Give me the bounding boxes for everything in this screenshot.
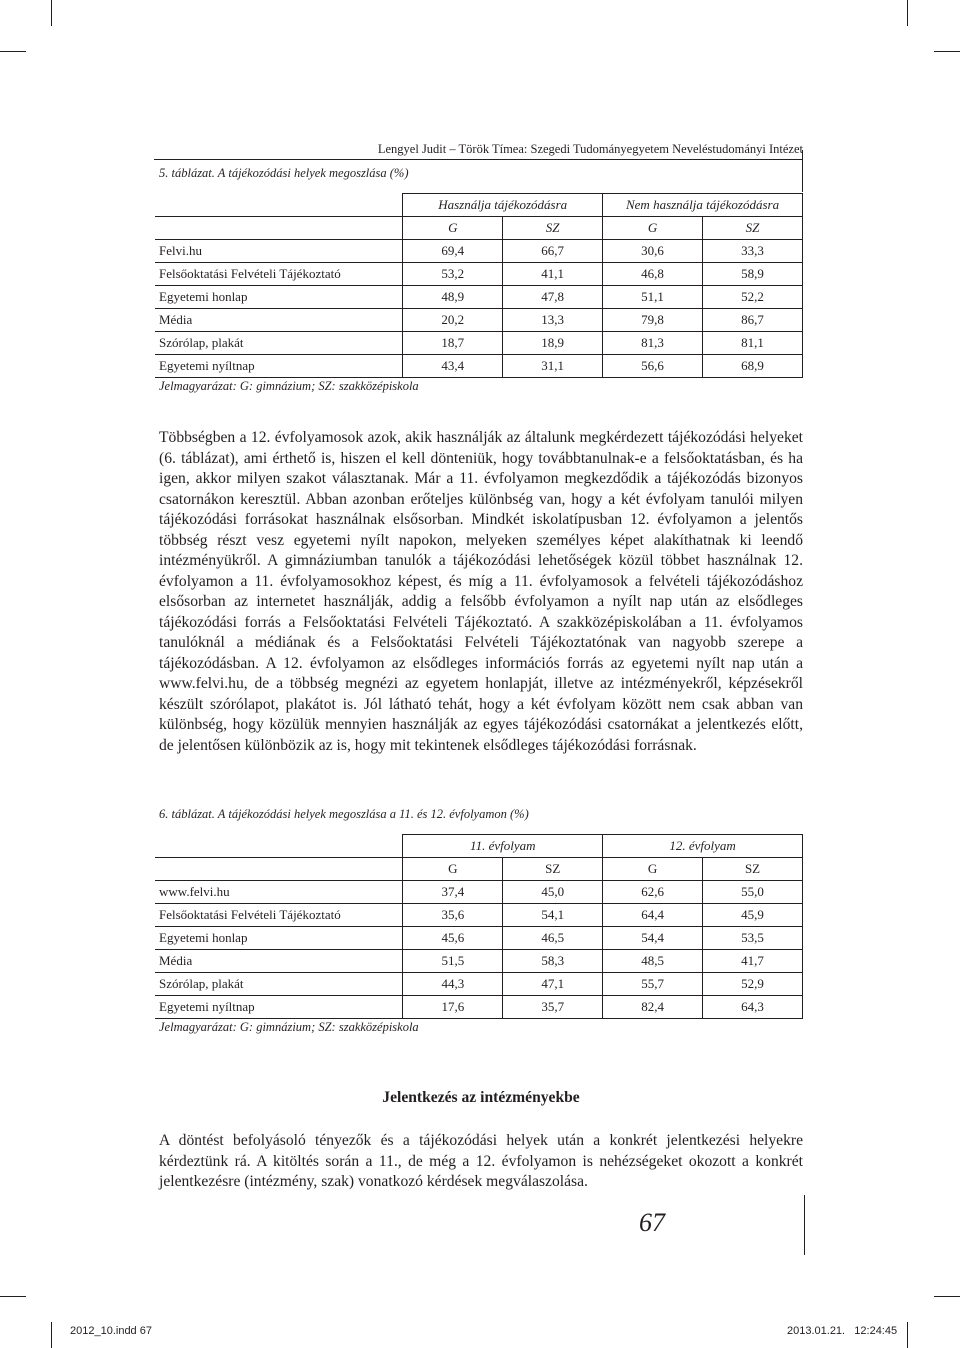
slug-filename: 2012_10.indd 67 [70, 1325, 152, 1337]
cell: 35,7 [503, 996, 603, 1019]
crop-mark [51, 1322, 52, 1348]
row-label: www.felvi.hu [155, 881, 403, 904]
section-title: Jelentkezés az intézményekbe [382, 1089, 580, 1106]
table5-corner [155, 194, 403, 217]
row-label: Egyetemi honlap [155, 927, 403, 950]
cell: 53,5 [703, 927, 803, 950]
cell: 48,5 [603, 950, 703, 973]
table-row [155, 263, 803, 286]
cell: 43,4 [403, 355, 503, 378]
cell: 86,7 [703, 309, 803, 332]
cell: 13,3 [503, 309, 603, 332]
row-label: Egyetemi honlap [155, 286, 403, 309]
cell: 81,3 [603, 332, 703, 355]
header-rule [154, 159, 803, 160]
table5-group-header: Használja tájékozódásra [403, 194, 603, 217]
cell: 47,8 [503, 286, 603, 309]
cell: 35,6 [403, 904, 503, 927]
table6-caption: 6. táblázat. A tájékozódási helyek megoszlása a 11. és 12. évfolyamon (%) [159, 807, 529, 821]
cell: 46,8 [603, 263, 703, 286]
table6-subheader: SZ [503, 858, 603, 881]
cell: 45,6 [403, 927, 503, 950]
crop-mark [51, 0, 52, 26]
crop-mark [907, 1322, 908, 1348]
table6-subheader: SZ [703, 858, 803, 881]
row-label: Felvi.hu [155, 240, 403, 263]
cell: 69,4 [403, 240, 503, 263]
table6 [155, 834, 803, 1019]
cell: 58,3 [503, 950, 603, 973]
cell: 31,1 [503, 355, 603, 378]
cell: 51,1 [603, 286, 703, 309]
cell: 54,4 [603, 927, 703, 950]
cell: 58,9 [703, 263, 803, 286]
table5-subheader: G [403, 217, 503, 240]
cell: 79,8 [603, 309, 703, 332]
cell: 66,7 [503, 240, 603, 263]
cell: 44,3 [403, 973, 503, 996]
cell: 56,6 [603, 355, 703, 378]
cell: 64,3 [703, 996, 803, 1019]
cell: 45,9 [703, 904, 803, 927]
cell: 45,0 [503, 881, 603, 904]
table-row [155, 973, 803, 996]
row-label: Média [155, 950, 403, 973]
page-number: 67 [639, 1208, 665, 1237]
table5-subheader: SZ [703, 217, 803, 240]
crop-mark [934, 1296, 960, 1297]
table-row [155, 309, 803, 332]
cell: 53,2 [403, 263, 503, 286]
row-label: Szórólap, plakát [155, 332, 403, 355]
cell: 46,5 [503, 927, 603, 950]
cell: 68,9 [703, 355, 803, 378]
body-paragraph: Többségben a 12. évfolyamosok azok, akik használják az általunk megkérdezett tájékozódási helyeket (6. táblázat), ami érthető is, hiszen el kell dönteniük, hogy továbbtanulnak-e a felsőoktatásban, és ha igen, akkor milyen szakot választanak. Már a 11. évfolyamon megkezdődik a tájékozódás bizonyos csatornákon keresztül. Abban azonban erőteljes különbség van, hogy a két évfolyam tanulói milyen tájékozódási forrásokat használnak elsősorban. Mindkét iskolatípusban 12. évfolyamon a jelentős többség részt vesz egyetemi nyílt napokon, melyeken személyes képet alakíthatnak ki leendő intézményükről. A gimnáziumban tanulók a tájékozódási lehetőségek közül többet használnak 12. évfolyamon a 11. évfolyamosokhoz képest, és míg a 11. évfolyamosok a felvételi tájékozódáshoz elsősorban az internetet használják, addig a felsőbb évfolyamon a nyílt nap után az elsődleges tájékozódási forrás a Felsőoktatási Felvételi Tájékoztató. A szakközépiskolában a 11. évfolyamos tanulóknál a médiának és a Felsőoktatási Felvételi Tájékoztatónak van nagyobb szerepe a tájékozódásban. A 12. évfolyamon az elsődleges információs forrás az egyetemi nyílt nap után a www.felvi.hu, de a többség megnézi az egyetem honlapját, illetve az intézményekről, képzésekről készült szórólapot, plakátot is. Jól látható tehát, hogy a két évfolyam között nem csak abban van különbség, hogy közülük mennyien használják az egyes tájékozódási csatornákat a jelentkezés előtt, de jelentősen különbözik az is, hogy mit tekintenek elsődleges tájékozódási forrásnak. [159, 429, 803, 754]
header-vertical-rule [802, 150, 803, 192]
crop-mark [934, 51, 960, 52]
row-label: Szórólap, plakát [155, 973, 403, 996]
cell: 51,5 [403, 950, 503, 973]
table6-subheader: G [603, 858, 703, 881]
row-label: Felsőoktatási Felvételi Tájékoztató [155, 904, 403, 927]
crop-mark [0, 1296, 26, 1297]
cell: 54,1 [503, 904, 603, 927]
table-row [155, 927, 803, 950]
table5-caption: 5. táblázat. A tájékozódási helyek megoszlása (%) [159, 166, 409, 180]
table-row [155, 355, 803, 378]
table6-legend: Jelmagyarázat: G: gimnázium; SZ: szakközépiskola [159, 1020, 419, 1034]
table6-corner [155, 835, 403, 858]
row-label: Felsőoktatási Felvételi Tájékoztató [155, 263, 403, 286]
cell: 41,7 [703, 950, 803, 973]
table5-group-header: Nem használja tájékozódásra [603, 194, 803, 217]
page-number-rule [804, 1195, 805, 1255]
table6-group-header: 11. évfolyam [403, 835, 603, 858]
table6-subheader: G [403, 858, 503, 881]
row-label: Egyetemi nyíltnap [155, 996, 403, 1019]
cell: 52,2 [703, 286, 803, 309]
cell: 55,7 [603, 973, 703, 996]
cell: 64,4 [603, 904, 703, 927]
table5 [155, 193, 803, 378]
table-row [155, 904, 803, 927]
table-row [155, 881, 803, 904]
cell: 62,6 [603, 881, 703, 904]
table5-corner [155, 217, 403, 240]
cell: 52,9 [703, 973, 803, 996]
crop-mark [907, 0, 908, 26]
cell: 47,1 [503, 973, 603, 996]
cell: 37,4 [403, 881, 503, 904]
cell: 55,0 [703, 881, 803, 904]
crop-mark [0, 51, 26, 52]
table-row [155, 950, 803, 973]
cell: 18,7 [403, 332, 503, 355]
cell: 18,9 [503, 332, 603, 355]
table-row [155, 240, 803, 263]
cell: 82,4 [603, 996, 703, 1019]
slug-datetime: 2013.01.21. 12:24:45 [787, 1325, 898, 1337]
table-row [155, 996, 803, 1019]
table5-subheader: G [603, 217, 703, 240]
cell: 81,1 [703, 332, 803, 355]
cell: 20,2 [403, 309, 503, 332]
running-head: Lengyel Judit – Török Tímea: Szegedi Tudományegyetem Neveléstudományi Intézet [377, 142, 803, 156]
cell: 33,3 [703, 240, 803, 263]
cell: 41,1 [503, 263, 603, 286]
row-label: Egyetemi nyíltnap [155, 355, 403, 378]
table-row [155, 332, 803, 355]
section-paragraph: A döntést befolyásoló tényezők és a tájékozódási helyek után a konkrét jelentkezési helyekre kérdeztünk rá. A kitöltés során a 11., de még a 12. évfolyamon is nehézségeket okozott a konkrét jelentkezésre (intézmény, szak) vonatkozó kérdések megválaszolása. [159, 1132, 803, 1190]
table6-corner [155, 858, 403, 881]
table5-subheader: SZ [503, 217, 603, 240]
table-row [155, 286, 803, 309]
cell: 48,9 [403, 286, 503, 309]
cell: 30,6 [603, 240, 703, 263]
table6-group-header: 12. évfolyam [603, 835, 803, 858]
table5-legend: Jelmagyarázat: G: gimnázium; SZ: szakközépiskola [159, 379, 419, 393]
cell: 17,6 [403, 996, 503, 1019]
row-label: Média [155, 309, 403, 332]
